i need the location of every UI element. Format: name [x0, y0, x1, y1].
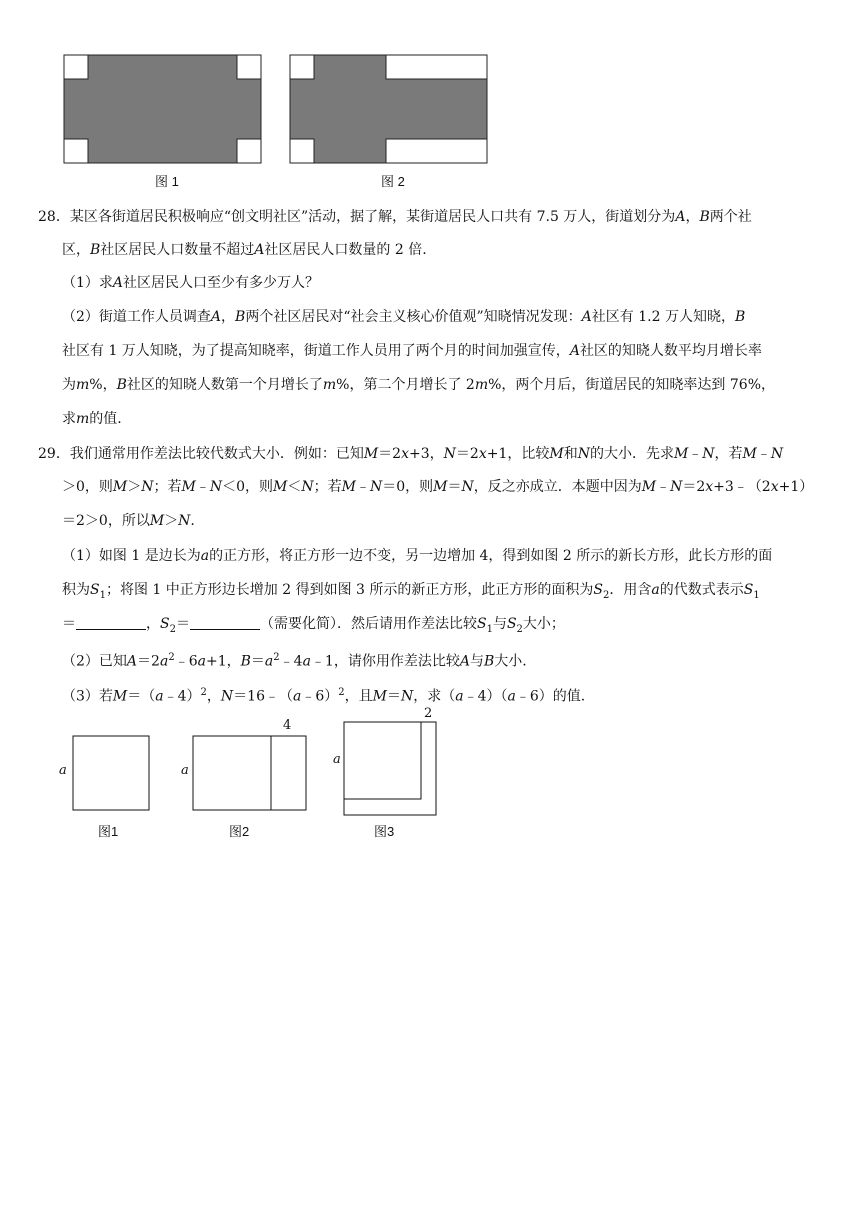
- top-figure-2: [290, 55, 487, 163]
- text: 2: [602, 589, 610, 601]
- text: ﹣4）（: [463, 688, 508, 705]
- text: 的代数式表示: [659, 582, 744, 598]
- corner-rect: [386, 139, 487, 163]
- text: M: [433, 479, 448, 495]
- text: 我们通常用作差法比较代数式大小．例如：已知: [69, 446, 364, 462]
- text: 求: [62, 411, 76, 427]
- q28-part-1: [62, 273, 319, 293]
- text: B: [734, 309, 746, 325]
- text: 2: [338, 687, 345, 698]
- text: ＝: [447, 479, 462, 495]
- text: N: [670, 479, 683, 495]
- text: （1）求: [62, 275, 113, 291]
- text: ﹣: [656, 479, 671, 495]
- text: ，反之亦成立．本题中因为: [473, 479, 642, 495]
- text: ，: [146, 616, 160, 632]
- bottom-figures: [0, 700, 860, 850]
- text: M: [673, 446, 689, 462]
- text: ＝: [175, 616, 190, 632]
- text: ；若: [153, 479, 182, 495]
- top-figures: [0, 0, 860, 200]
- question-number: 29．: [38, 446, 70, 462]
- text: 两个社区居民对“社会主义核心价值观”知晓情况发现：: [245, 309, 582, 325]
- text: a: [197, 653, 206, 670]
- text: S: [90, 582, 100, 598]
- corner-square: [64, 55, 88, 79]
- text: ﹣1，请你用作差法比较: [310, 653, 460, 670]
- text: a: [293, 688, 302, 705]
- text: N: [702, 446, 715, 462]
- text: ，: [206, 688, 221, 705]
- text: N: [577, 446, 590, 462]
- text: A: [581, 309, 592, 325]
- fig2-side-label: a: [181, 763, 189, 778]
- text: N: [209, 479, 223, 495]
- text: （需要化简）．然后请用作差法比较: [259, 616, 477, 632]
- text: M: [112, 688, 128, 705]
- text: +3，: [409, 446, 444, 462]
- text: 社区居民人口数量的 2 倍.: [264, 242, 427, 258]
- q28-line-2: [62, 240, 427, 260]
- text: m: [76, 377, 90, 393]
- corner-square: [290, 139, 314, 163]
- text: ＝2: [137, 653, 160, 670]
- text: ＝2: [378, 446, 402, 462]
- text: m: [76, 411, 90, 427]
- answer-blank-s2[interactable]: [190, 615, 260, 630]
- q29-line-1: [38, 444, 783, 464]
- text: B: [699, 209, 710, 225]
- text: x: [401, 446, 409, 462]
- corner-rect: [386, 55, 487, 79]
- q29-line-2: [62, 477, 813, 497]
- text: ﹣: [355, 479, 370, 495]
- text: M: [372, 688, 387, 705]
- text: ﹣6）的值.: [515, 688, 586, 705]
- text: ＜: [287, 479, 302, 495]
- text: （3）若: [62, 688, 113, 705]
- q28-part-2-line-3: [62, 375, 775, 395]
- bottom-figure-1-caption: 图1: [98, 824, 119, 839]
- fig3-top-label: 2: [424, 706, 433, 721]
- text: B: [235, 309, 246, 325]
- text: 2: [273, 652, 280, 663]
- answer-blank-s1[interactable]: [76, 615, 146, 630]
- text: a: [264, 653, 274, 670]
- text: %，: [89, 377, 117, 393]
- q29-part-2: [62, 648, 527, 672]
- text: A: [254, 242, 265, 258]
- q28-part-2-line-4: [62, 409, 122, 429]
- text: 与: [492, 616, 507, 632]
- text: N: [770, 446, 784, 462]
- text: m: [474, 377, 489, 393]
- text: ＝: [387, 688, 401, 705]
- text: M: [641, 479, 657, 495]
- text: ＝0，则: [382, 479, 434, 495]
- text: （2）街道工作人员调查: [62, 309, 211, 325]
- text: a: [155, 688, 164, 705]
- text: B: [240, 653, 251, 670]
- text: A: [675, 209, 686, 225]
- text: 为: [62, 377, 76, 393]
- text: ＞: [127, 479, 142, 495]
- text: a: [455, 688, 464, 705]
- text: 社区有 1 万人知晓，为了提高知晓率，街道工作人员用了两个月的时间加强宣传，: [62, 343, 570, 359]
- text: ＝2: [682, 479, 706, 495]
- text: M: [549, 446, 564, 462]
- text: 2: [169, 623, 176, 635]
- text: 社区居民人口数量不超过: [100, 242, 255, 258]
- text: M: [112, 479, 128, 495]
- text: ，: [685, 209, 700, 225]
- text: N: [369, 479, 383, 495]
- text: A: [459, 653, 470, 670]
- text: 某区各街道居民积极响应“创文明社区”活动，据了解，某街道居民人口共有 7.5 万人，街道划分为: [69, 209, 676, 225]
- text: ＞0，则: [62, 479, 113, 495]
- text: M: [149, 513, 165, 529]
- text: S: [593, 582, 603, 598]
- text: 的值.: [89, 411, 122, 427]
- text: A: [112, 275, 124, 291]
- corner-square: [237, 55, 261, 79]
- text: N: [220, 688, 234, 705]
- fig1-side-label: a: [59, 763, 67, 778]
- bottom-figure-2: [193, 736, 306, 810]
- text: 2: [516, 623, 523, 635]
- text: %，两个月后，街道居民的知晓率达到 76%，: [488, 377, 775, 393]
- bottom-figure-3: [344, 722, 436, 815]
- text: ﹣: [195, 479, 210, 495]
- text: ＝（: [127, 688, 156, 705]
- q28-part-2-line-2: [62, 341, 762, 361]
- text: S: [743, 582, 754, 598]
- bottom-figure-2-caption: 图2: [229, 824, 250, 839]
- text: a: [200, 548, 210, 564]
- text: ＝2＞0，所以: [62, 513, 150, 529]
- text: S: [160, 616, 170, 632]
- text: 与: [469, 653, 484, 670]
- text: 1: [486, 623, 493, 635]
- text: N: [443, 446, 456, 462]
- text: x: [705, 479, 714, 495]
- corner-square: [290, 55, 314, 79]
- text: （1）如图 1 是边长为: [62, 548, 201, 564]
- text: 社区居民人口至少有多少万人？: [123, 275, 320, 291]
- text: S: [476, 616, 487, 632]
- fig3-side-label: a: [333, 752, 341, 767]
- text: ；将图 1 中正方形边长增加 2 得到如图 3 所示的新正方形，此正方形的面积为: [105, 582, 594, 598]
- text: 的正方形，将正方形一边不变，另一边增加 4，得到如图 2 所示的新长方形，此长方形的面: [209, 548, 773, 564]
- inner-square-edge: [344, 722, 421, 799]
- text: a: [159, 653, 169, 670]
- text: +1，: [205, 653, 241, 670]
- text: ＝16﹣（: [233, 688, 293, 705]
- text: M: [341, 479, 356, 495]
- text: M: [742, 446, 757, 462]
- text: ＝2: [455, 446, 479, 462]
- text: A: [569, 343, 580, 359]
- text: 积为: [62, 582, 90, 598]
- text: N: [401, 688, 414, 705]
- text: ﹣4: [279, 653, 303, 670]
- q28-line-1: [38, 207, 752, 227]
- text: +1，比较: [486, 446, 550, 462]
- text: S: [506, 616, 517, 632]
- text: 1: [753, 589, 760, 601]
- text: B: [116, 377, 127, 393]
- text: B: [483, 653, 495, 670]
- text: M: [363, 446, 379, 462]
- text: 社区有 1.2 万人知晓，: [591, 309, 735, 325]
- text: a: [507, 688, 516, 705]
- text: 2: [200, 687, 207, 698]
- text: A: [126, 653, 138, 670]
- text: 大小；: [522, 616, 565, 632]
- text: .: [190, 513, 195, 529]
- q29-part-1-line-1: [62, 546, 772, 566]
- text: N: [461, 479, 474, 495]
- text: ﹣6: [174, 653, 198, 670]
- text: m: [322, 377, 337, 393]
- text: N: [141, 479, 154, 495]
- text: ＝: [62, 616, 76, 632]
- text: （2）已知: [62, 653, 127, 670]
- text: M: [273, 479, 288, 495]
- text: x: [478, 446, 487, 462]
- text: 社区的知晓人数第一个月增长了: [126, 377, 323, 393]
- text: a: [302, 653, 311, 670]
- q29-part-1-line-3: [62, 614, 565, 640]
- top-figure-1: [64, 55, 261, 163]
- text: ＜0，则: [222, 479, 274, 495]
- text: ﹣: [756, 446, 771, 462]
- q28-part-2-line-1: [62, 307, 745, 327]
- text: 和: [563, 446, 578, 462]
- text: ，且: [344, 688, 373, 705]
- question-number: 28．: [38, 209, 70, 225]
- fig2-top-label: 4: [283, 718, 292, 733]
- text: ＝: [250, 653, 265, 670]
- text: %，第二个月增长了 2: [336, 377, 475, 393]
- text: A: [210, 309, 222, 325]
- q29-line-3: [62, 511, 195, 531]
- text: ．用含: [609, 582, 652, 598]
- text: N: [301, 479, 314, 495]
- corner-square: [237, 139, 261, 163]
- text: 2: [168, 652, 175, 663]
- text: ，求（: [413, 688, 456, 705]
- bottom-figure-3-caption: 图3: [374, 824, 395, 839]
- text: ；若: [313, 479, 342, 495]
- bottom-figure-1: [73, 736, 149, 810]
- text: 两个社: [709, 209, 752, 225]
- q29-part-1-line-2: [62, 580, 760, 606]
- text: ＞: [164, 513, 179, 529]
- text: ﹣6）: [301, 688, 339, 705]
- text: a: [651, 582, 660, 598]
- text: 的大小．先求: [589, 446, 674, 462]
- text: +1）: [778, 479, 814, 495]
- top-figure-1-caption: 图 1: [155, 174, 179, 189]
- text: 社区的知晓人数平均月增长率: [579, 343, 762, 359]
- text: B: [90, 242, 101, 258]
- text: +3﹣（2: [713, 479, 771, 495]
- text: x: [770, 479, 779, 495]
- text: M: [181, 479, 196, 495]
- text: ，: [221, 309, 236, 325]
- text: ﹣: [688, 446, 703, 462]
- text: 1: [99, 589, 106, 601]
- text: ，若: [714, 446, 743, 462]
- corner-square: [64, 139, 88, 163]
- text: ﹣4）: [163, 688, 201, 705]
- top-figure-2-caption: 图 2: [381, 174, 405, 189]
- text: N: [178, 513, 191, 529]
- text: 区，: [62, 242, 90, 258]
- text: 大小.: [494, 653, 527, 670]
